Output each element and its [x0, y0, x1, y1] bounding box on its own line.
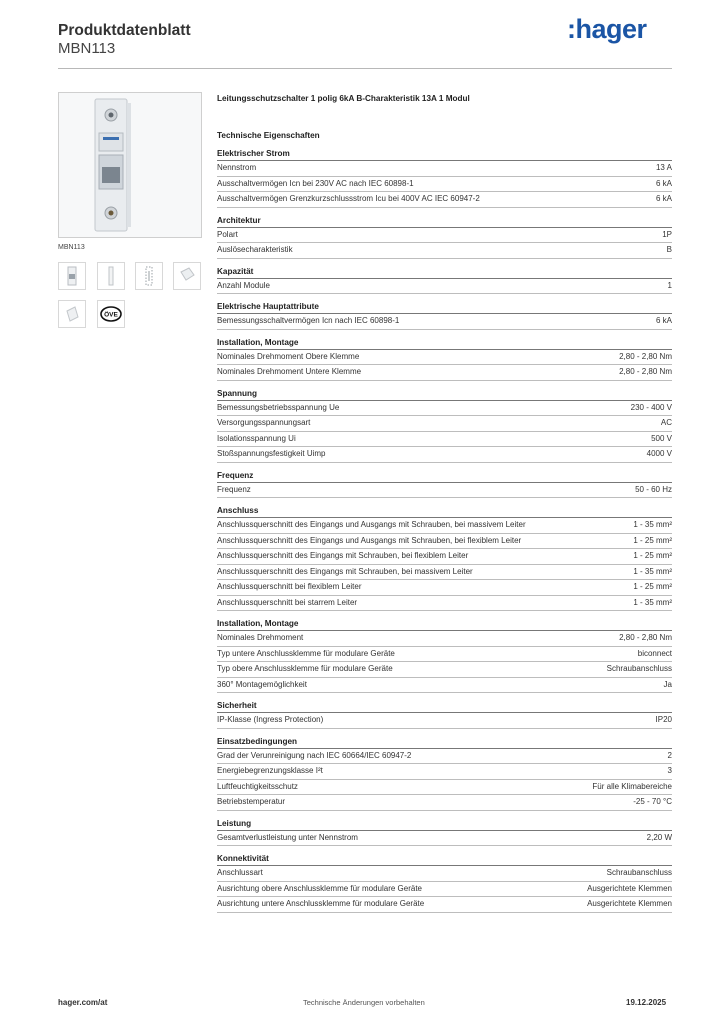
- spec-row: [217, 596, 672, 612]
- spec-label: Anzahl Module: [217, 280, 270, 290]
- spec-section: [217, 389, 672, 463]
- ove-certification-icon: [98, 301, 124, 327]
- spec-row: [217, 279, 672, 295]
- section-title: Elektrischer Strom: [217, 149, 672, 161]
- spec-value: 1 - 25 mm²: [633, 582, 672, 591]
- spec-label: IP-Klasse (Ingress Protection): [217, 715, 324, 724]
- thumbnail-certification[interactable]: [97, 300, 125, 328]
- spec-label: Typ obere Anschlussklemme für modulare Geräte: [217, 664, 393, 673]
- spec-row: [217, 314, 672, 330]
- spec-row: [217, 401, 672, 417]
- thumbnail-perspective[interactable]: [173, 262, 201, 290]
- section-title: Architektur: [217, 216, 672, 228]
- spec-row: [217, 713, 672, 729]
- spec-section: [217, 737, 672, 811]
- breaker-front-icon: [59, 263, 85, 289]
- spec-row: [217, 882, 672, 898]
- spec-column: [217, 94, 672, 921]
- spec-row: [217, 161, 672, 177]
- spec-row: [217, 749, 672, 765]
- spec-value: biconnect: [637, 648, 672, 658]
- spec-row: [217, 365, 672, 381]
- section-title: Elektrische Hauptattribute: [217, 302, 672, 314]
- spec-label: Grad der Verunreinigung nach IEC 60664/IEC 60947-2: [217, 750, 412, 760]
- spec-value: 2,80 - 2,80 Nm: [619, 367, 672, 376]
- footer-website[interactable]: hager.com/at: [58, 998, 108, 1007]
- footer-date: 19.12.2025: [626, 998, 667, 1007]
- thumbnail-angle[interactable]: [58, 300, 86, 328]
- image-caption: MBN113: [58, 244, 85, 251]
- spec-value: 230 - 400 V: [630, 402, 672, 412]
- spec-value: 3: [667, 766, 672, 775]
- spec-row: [217, 192, 672, 208]
- spec-row: [217, 831, 672, 847]
- spec-label: Anschlussquerschnitt des Eingangs mit Schrauben, bei flexiblem Leiter: [217, 551, 469, 560]
- spec-value: 2,20 W: [646, 832, 672, 842]
- spec-row: [217, 432, 672, 448]
- spec-value: 2,80 - 2,80 Nm: [619, 351, 672, 361]
- spec-label: Anschlussquerschnitt des Eingangs und Ausgangs mit Schrauben, bei massivem Leiter: [217, 520, 526, 529]
- product-code: MBN113: [58, 40, 116, 57]
- thumbnail-side[interactable]: [97, 262, 125, 290]
- spec-row: [217, 631, 672, 647]
- spec-label: Gesamtverlustleistung unter Nennstrom: [217, 832, 358, 842]
- spec-value: Für alle Klimabereiche: [592, 781, 672, 791]
- spec-value: 2: [667, 750, 672, 760]
- spec-row: [217, 228, 672, 244]
- spec-label: Stoßspannungsfestigkeit Uimp: [217, 449, 326, 458]
- spec-label: Anschlussquerschnitt des Eingangs und Ausgangs mit Schrauben, bei flexiblem Leiter: [217, 535, 522, 545]
- spec-value: 1 - 35 mm²: [633, 597, 672, 607]
- page-title: Produktdatenblatt: [58, 22, 191, 39]
- section-title: Anschluss: [217, 506, 672, 518]
- product-name: Leitungsschutzschalter 1 polig 6kA B-Charakteristik 13A 1 Modul: [217, 94, 470, 103]
- thumbnail-drawing[interactable]: [135, 262, 163, 290]
- technical-properties-heading: Technische Eigenschaften: [217, 131, 320, 140]
- spec-value: 500 V: [651, 433, 672, 443]
- spec-section: [217, 338, 672, 381]
- section-title: Installation, Montage: [217, 338, 672, 350]
- spec-label: Nominales Drehmoment Obere Klemme: [217, 351, 360, 361]
- spec-value: 1P: [662, 229, 672, 239]
- product-image[interactable]: [58, 92, 202, 238]
- spec-label: Bemessungsschaltvermögen Icn nach IEC 60898-1: [217, 316, 400, 325]
- spec-section: [217, 216, 672, 259]
- spec-label: Isolationsspannung Ui: [217, 433, 296, 443]
- spec-value: 1 - 35 mm²: [633, 520, 672, 529]
- spec-label: Nominales Drehmoment Untere Klemme: [217, 367, 362, 376]
- section-title: Frequenz: [217, 471, 672, 483]
- spec-row: [217, 177, 672, 193]
- spec-section: [217, 854, 672, 913]
- spec-value: B: [666, 245, 672, 254]
- spec-value: 6 kA: [655, 194, 672, 203]
- spec-row: [217, 580, 672, 596]
- spec-value: 50 - 60 Hz: [635, 484, 672, 494]
- spec-label: Polart: [217, 229, 238, 239]
- spec-row: [217, 764, 672, 780]
- spec-section: [217, 619, 672, 693]
- spec-label: Ausschaltvermögen Grenzkurzschlussstrom Icu bei 400V AC IEC 60947-2: [217, 194, 480, 203]
- spec-row: [217, 565, 672, 581]
- circuit-breaker-illustration: [59, 93, 201, 237]
- spec-row: [217, 866, 672, 882]
- spec-value: Schraubanschluss: [606, 868, 672, 877]
- spec-row: [217, 447, 672, 463]
- spec-row: [217, 243, 672, 259]
- spec-value: 13 A: [655, 163, 672, 172]
- spec-label: Typ untere Anschlussklemme für modulare Geräte: [217, 648, 395, 658]
- section-title: Spannung: [217, 389, 672, 401]
- spec-label: Bemessungsbetriebsspannung Ue: [217, 402, 340, 412]
- spec-row: [217, 549, 672, 565]
- spec-label: Energiebegrenzungsklasse I²t: [217, 766, 323, 775]
- spec-row: [217, 662, 672, 678]
- breaker-perspective-icon: [174, 263, 200, 289]
- spec-value: 4000 V: [646, 449, 672, 458]
- spec-row: [217, 795, 672, 811]
- spec-label: Ausrichtung untere Anschlussklemme für modulare Geräte: [217, 899, 425, 908]
- spec-label: Frequenz: [217, 484, 251, 494]
- section-title: Installation, Montage: [217, 619, 672, 631]
- spec-row: [217, 897, 672, 913]
- spec-label: Versorgungsspannungsart: [217, 418, 311, 427]
- spec-row: [217, 678, 672, 694]
- spec-row: [217, 416, 672, 432]
- spec-value: 2,80 - 2,80 Nm: [619, 633, 672, 642]
- spec-section: [217, 819, 672, 847]
- spec-section: [217, 506, 672, 611]
- spec-value: 1 - 35 mm²: [633, 566, 672, 576]
- spec-value: 1: [667, 280, 672, 290]
- ove-label: ÖVE: [104, 311, 118, 319]
- spec-value: Schraubanschluss: [606, 664, 672, 673]
- spec-row: [217, 483, 672, 499]
- thumbnail-front[interactable]: [58, 262, 86, 290]
- spec-row: [217, 518, 672, 534]
- breaker-side-icon: [98, 263, 124, 289]
- section-title: Konnektivität: [217, 854, 672, 866]
- spec-value: Ausgerichtete Klemmen: [587, 883, 672, 893]
- spec-row: [217, 647, 672, 663]
- spec-value: Ausgerichtete Klemmen: [587, 899, 672, 908]
- spec-label: Ausrichtung obere Anschlussklemme für modulare Geräte: [217, 883, 422, 893]
- spec-value: 1 - 25 mm²: [633, 551, 672, 560]
- spec-label: Anschlussquerschnitt bei starrem Leiter: [217, 597, 358, 607]
- spec-label: Luftfeuchtigkeitsschutz: [217, 781, 298, 791]
- spec-row: [217, 780, 672, 796]
- spec-value: AC: [660, 418, 672, 427]
- spec-label: Anschlussart: [217, 868, 263, 877]
- spec-section: [217, 149, 672, 208]
- breaker-angle-icon: [59, 301, 85, 327]
- spec-value: IP20: [655, 715, 672, 724]
- spec-label: Nennstrom: [217, 163, 257, 172]
- section-title: Leistung: [217, 819, 672, 831]
- spec-row: [217, 534, 672, 550]
- spec-label: Anschlussquerschnitt bei flexiblem Leiter: [217, 582, 362, 591]
- spec-value: 6 kA: [655, 316, 672, 325]
- technical-drawing-icon: [136, 263, 162, 289]
- spec-value: -25 - 70 °C: [633, 797, 672, 806]
- spec-label: Auslösecharakteristik: [217, 245, 293, 254]
- spec-section: [217, 267, 672, 295]
- section-title: Einsatzbedingungen: [217, 737, 672, 749]
- spec-section: [217, 701, 672, 729]
- spec-label: Anschlussquerschnitt des Eingangs mit Schrauben, bei massivem Leiter: [217, 566, 473, 576]
- spec-value: Ja: [663, 679, 672, 689]
- hager-logo: :hager: [567, 14, 647, 44]
- spec-section: [217, 471, 672, 499]
- spec-sections: [217, 149, 672, 913]
- spec-label: Betriebstemperatur: [217, 797, 286, 806]
- spec-label: 360° Montagemöglichkeit: [217, 679, 307, 689]
- header-divider: [58, 68, 672, 69]
- footer-notice: Technische Änderungen vorbehalten: [303, 998, 425, 1007]
- spec-section: [217, 302, 672, 330]
- spec-label: Ausschaltvermögen Icn bei 230V AC nach IEC 60898-1: [217, 178, 414, 188]
- spec-label: Nominales Drehmoment: [217, 633, 304, 642]
- spec-value: 6 kA: [655, 178, 672, 188]
- spec-row: [217, 350, 672, 366]
- spec-value: 1 - 25 mm²: [633, 535, 672, 545]
- section-title: Kapazität: [217, 267, 672, 279]
- section-title: Sicherheit: [217, 701, 672, 713]
